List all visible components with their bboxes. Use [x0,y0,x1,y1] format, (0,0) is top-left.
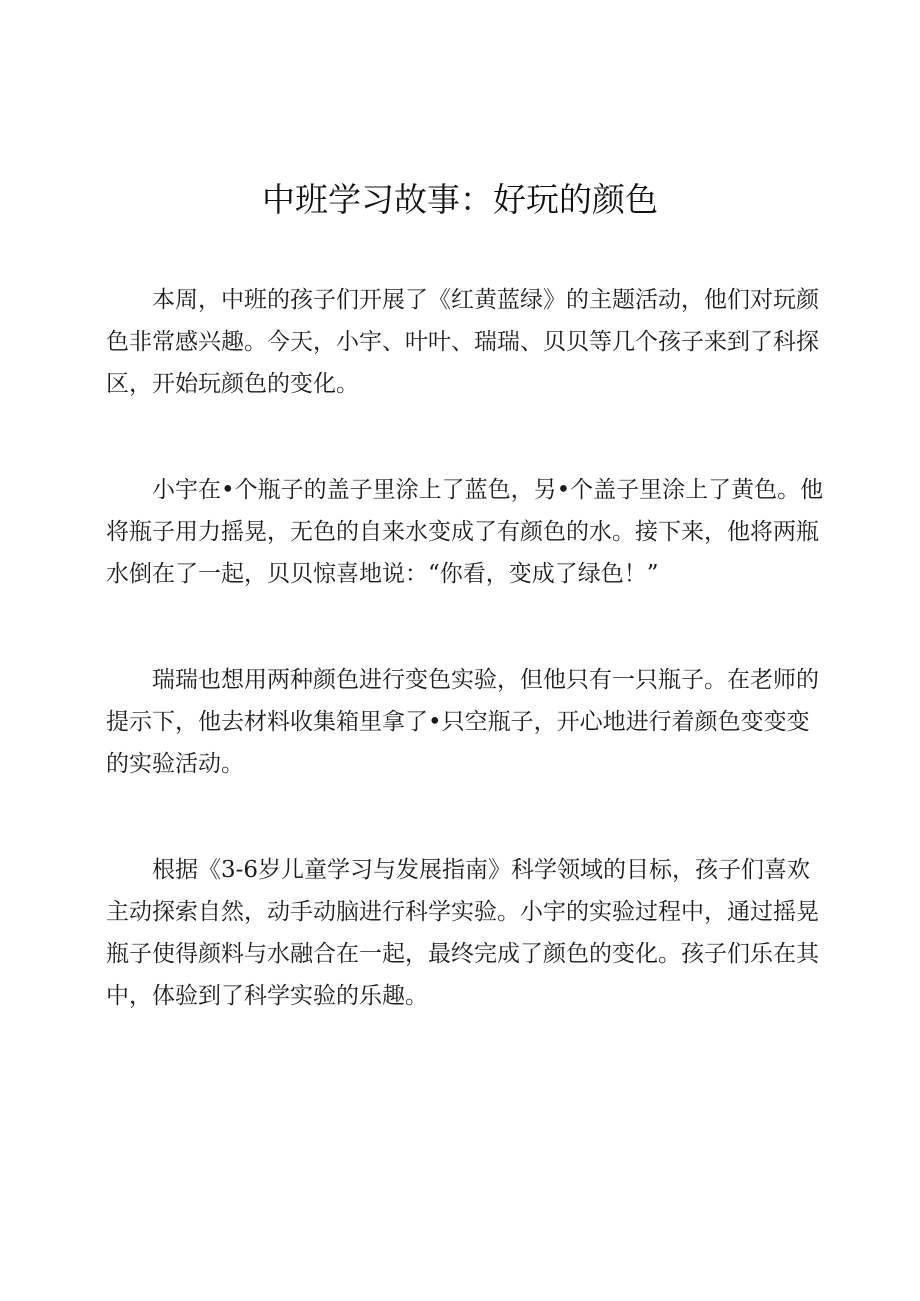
paragraph-xiaoyu-experiment: 小宇在•个瓶子的盖子里涂上了蓝色，另•个盖子里涂上了黄色。他将瓶子用力摇晃，无色的自来水变成了有颜色的水。接下来，他将两瓶水倒在了一起，贝贝惊喜地说：“你看，变成了绿色！” [106,477,824,587]
document-title: 中班学习故事：好玩的颜色 [262,180,658,219]
paragraph-ruirui-experiment: 瑞瑞也想用两种颜色进行变色实验，但他只有一只瓶子。在老师的提示下，他去材料收集箱里拿了•只空瓶子，开心地进行着颜色变变变的实验活动。 [106,667,819,777]
paragraph-analysis: 根据《3-6岁儿童学习与发展指南》科学领域的目标，孩子们喜欢主动探索自然，动手动脑进行科学实验。小宇的实验过程中，通过摇晃瓶子使得颜料与水融合在一起，最终完成了颜色的变化。孩子们乐在其中，体验到了科学实验的乐趣。 [106,857,819,1009]
paragraph-intro: 本周，中班的孩子们开展了《红黄蓝绿》的主题活动，他们对玩颜色非常感兴趣。今天，小宇、叶叶、瑞瑞、贝贝等几个孩子来到了科探区，开始玩颜色的变化。 [106,287,819,397]
